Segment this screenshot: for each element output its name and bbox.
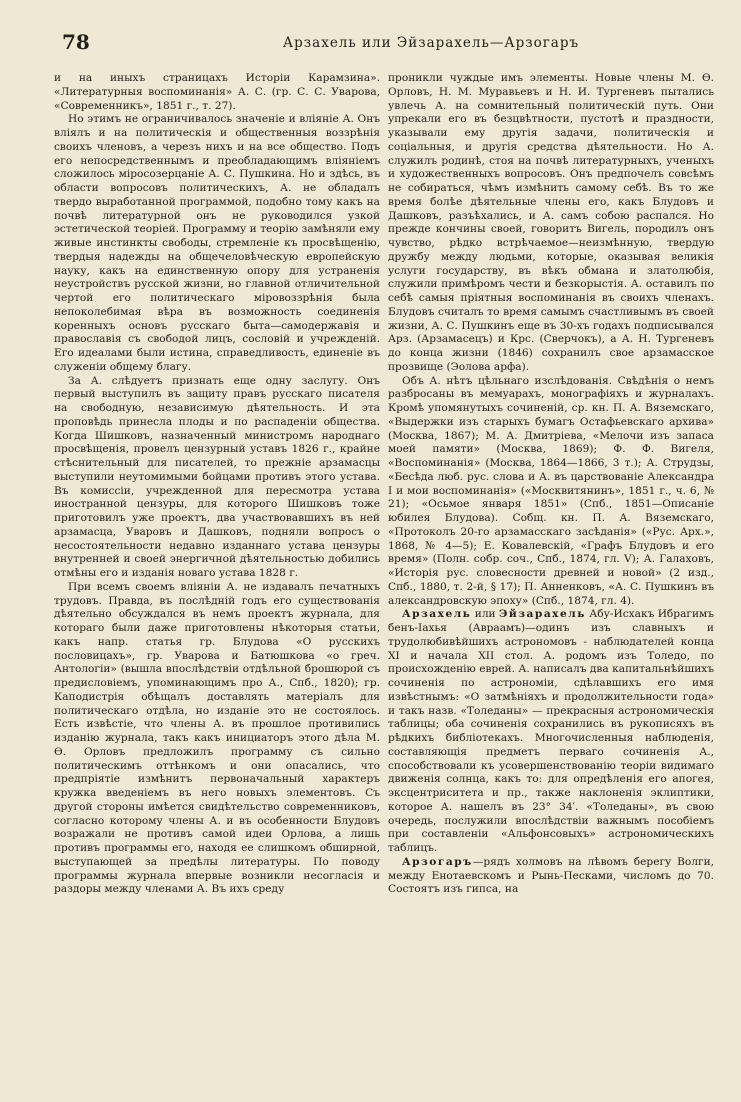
entry-connector: или (471, 608, 499, 621)
paragraph: За А. слѣдуетъ признать еще одну заслугу. Онъ первый выступилъ въ защиту правъ русскаго писателя на свободную, независимую дѣятельность. И эта проповѣдь принесла плоды и по распаденіи общества. Когда Шишковъ, назначенный министромъ народнаго просвѣщенія, провелъ цензурный уставъ 1826 г., крайне стѣснительный для писателей, то прежніе арзамасцы выступили неутомимыми бойцами противъ этого устава. Въ комиссіи, учрежденной для пересмотра устава иностранной цензуры, для которого Шишковъ тоже приготовилъ уже проектъ, два участвовавшихъ въ ней арзамасца, Уваровъ и Дашковъ, подняли вопросъ о несостоятельности недавно изданнаго устава цензуры внутренней и своей энергичной дѣятельностью добились отмѣны его и изданія новаго устава 1828 г. (54, 374, 380, 579)
paragraph: При всемъ своемъ вліяніи А. не издавалъ печатныхъ трудовъ. Правда, въ послѣдній годъ его существованія дѣятельно обсуждался въ немъ проектъ журнала, для котораго были даже приготовлены нѣкоторыя статьи, какъ напр. статья гр. Блудова «О русскихъ пословицахъ», гр. Уварова и Батюшкова «о греч. Антологіи» (вышла впослѣдствіи отдѣльной брошюрой съ предисловіемъ, упоминающимъ про А., Спб., 1820); гр. Каподистрія обѣщалъ доставлять матеріалъ для политическаго отдѣла, но изданіе это не состоялось. Есть извѣстіе, что члены А. въ прошлое противились изданію журнала, такъ какъ инициаторъ этого дѣла М. Ѳ. Орловъ предложилъ программу съ сильно политическимъ оттѣнкомъ и они опасались, что предпріятіе измѣнитъ первоначальный характеръ кружка введеніемъ въ него новыхъ элементовъ. Съ другой стороны имѣется свидѣтельство современниковъ, согласно которому члены А. и въ особенности Блудовъ возражали не противъ самой идеи Орлова, а лишь противъ программы его, находя ее слишкомъ обширной, выступающей за предѣлы литературы. По поводу программы журнала впервые возникли несогласія и раздоры между членами А. Въ ихъ среду (54, 580, 380, 896)
left-column (54, 72, 380, 897)
entry-body: —рядъ холмовъ на лѣвомъ берегу Волги, между Енотаевскомъ и Рынь-Песками, числомъ до 70. Состоятъ изъ гипса, на (388, 855, 714, 896)
entry-headword: Эйзарахель (499, 608, 586, 621)
right-column (388, 72, 714, 897)
running-title: Арзахель или Эйзарахель—Арзогаръ (282, 35, 580, 51)
paragraph: проникли чуждые имъ элементы. Новые члены М. Ѳ. Орловъ, Н. М. Муравьевъ и Н. И. Тургеневъ пытались увлечь А. на сомнительный политическій путь. Они упрекали его въ безцвѣтности, пустотѣ и праздности, указывали ему другія задачи, политическія и соціальныя, и другія средства дѣятельности. Но А. служилъ родинѣ, стоя на почвѣ литературныхъ, ученыхъ и художественныхъ вопросовъ. Онъ предпочелъ совсѣмъ не собираться, чѣмъ измѣнить самому себѣ. Въ то же время болѣе дѣятельные члены его, какъ Блудовъ и Дашковъ, разъѣхались, и А. самъ собою распался. Но прежде кончины своей, говоритъ Вигель, породилъ онъ чувство, рѣдко встрѣчаемое—неизмѣнную, твердую дружбу между людьми, которые, оказывая великія услуги государству, въ вѣкъ обмана и златолюбія, служили примѣромъ чести и безкорыстія. А. оставилъ по себѣ самыя пріятныя воспоминанія въ своихъ членахъ. Блудовъ считалъ то время самымъ счастливымъ въ своей жизни, А. С. Пушкинъ еще въ 30-хъ годахъ подписывался Арз. (Арзамасецъ) и Крс. (Сверчокъ), а А. Н. Тургеневъ до конца жизни (1846) сохранилъ свое арзамасское прозвище (Эолова арфа). (388, 72, 714, 373)
entry-headword: Арзогаръ (402, 855, 473, 868)
paragraph: Объ А. нѣтъ цѣльнаго изслѣдованія. Свѣдѣнія о немъ разбросаны въ мемуарахъ, монографіяхъ и журналахъ. Кромѣ упомянутыхъ сочиненій, ср. кн. П. А. Вяземскаго, «Выдержки изъ старыхъ бумагъ Остафьевскаго архива» (Москва, 1867); М. А. Дмитріева, «Мелочи изъ запаса моей памяти» (Москва, 1869); Ф. Ф. Вигеля, «Воспоминанія» (Москва, 1864—1866, 3 т.); А. Струдзы, «Бесѣда люб. рус. слова и А. въ царствованіе Александра I и мои воспоминанія» («Москвитянинъ», 1851 г., ч. 6, № 21); «Осьмое января 1851» (Спб., 1851—Описаніе юбилея Блудова). Собщ. кн. П. А. Вяземскаго, «Протоколъ 20-го арзамасскаго засѣданія» («Рус. Арх.», 1868, № 4—5); Е. Ковалевскій, «Графъ Блудовъ и его время» (Полн. собр. соч., Спб., 1874, гл. V); А. Галаховъ, «Исторія рус. словесности древней и новой» (2 изд., Спб., 1880, т. 2-й, § 17); П. Анненковъ, «А. С. Пушкинъ въ александровскую эпоху» (Спб., 1874, гл. 4). (388, 374, 714, 607)
entry-headword: Арзахель (402, 608, 472, 621)
page-header (56, 30, 696, 62)
entry-arzachel (388, 608, 714, 856)
entry-arzogar (388, 856, 714, 897)
paragraph: и на иныхъ страницахъ Исторіи Карамзина». «Литературныя воспоминанія» А. С. (гр. С. С. Уварова, «Современникъ», 1851 г., т. 27). (54, 72, 380, 112)
entry-body: Абу-Исхакъ Ибрагимъ бенъ-Іахья (Авраамъ)—одинъ изъ славныхъ и трудолюбивѣйшихъ астрономовъ - наблюдателей конца XI и начала XII стол. А. родомъ изъ Толедо, по происхожденію еврей. А. написалъ два капитальнѣйшихъ сочиненія по астрономіи, сдѣлавшихъ его имя извѣстнымъ: «О затмѣніяхъ и продолжительности года» и такъ назв. «Толеданы» — прекрасныя астрономическія таблицы; оба сочиненія сохранились въ рукописяхъ въ рѣдкихъ библіотекахъ. Многочисленныя наблюденія, составляющія предметъ перваго сочиненія А., способствовали къ усовершенствованію теоріи видимаго движенія солнца, какъ то: для опредѣленія его апогея, эксцентриситета и пр., также наклоненія эклиптики, которое А. нашелъ въ 23° 34′. «Толеданы», въ свою очередь, послужили впослѣдствіи важнымъ пособіемъ при составленіи «Альфонсовыхъ» астрономическихъ таблицъ. (388, 608, 714, 854)
page-number: 78 (62, 30, 90, 54)
paragraph: Но этимъ не ограничивалось значеніе и вліяніе А. Онъ вліялъ и на политическія и общественныя воззрѣнія своихъ членовъ, а черезъ нихъ и на все общество. Подъ его непосредственнымъ и преобладающимъ вліяніемъ сложилось міросозерцаніе А. С. Пушкина. Но и здѣсь, въ области вопросовъ политическихъ, А. не обладалъ твердо выработанной программой, подобно тому какъ на почвѣ литературной онъ не руководился узкой эстетической теоріей. Программу и теорію замѣняли ему живые инстинкты свободы, стремленіе къ просвѣщенію, твердыя надежды на общечеловѣческую европейскую науку, какъ на единственную опору для устраненія неустройствъ русской жизни, но главной отличительной чертой его политическаго міровоззрѣнія была непоколебимая вѣра въ возможность соединенія коренныхъ основъ русскаго быта—самодержавія и православія съ свободой лицъ, сословій и учрежденій. Его идеалами были истина, справедливость, единеніе въ служеніи общему благу. (54, 113, 380, 373)
